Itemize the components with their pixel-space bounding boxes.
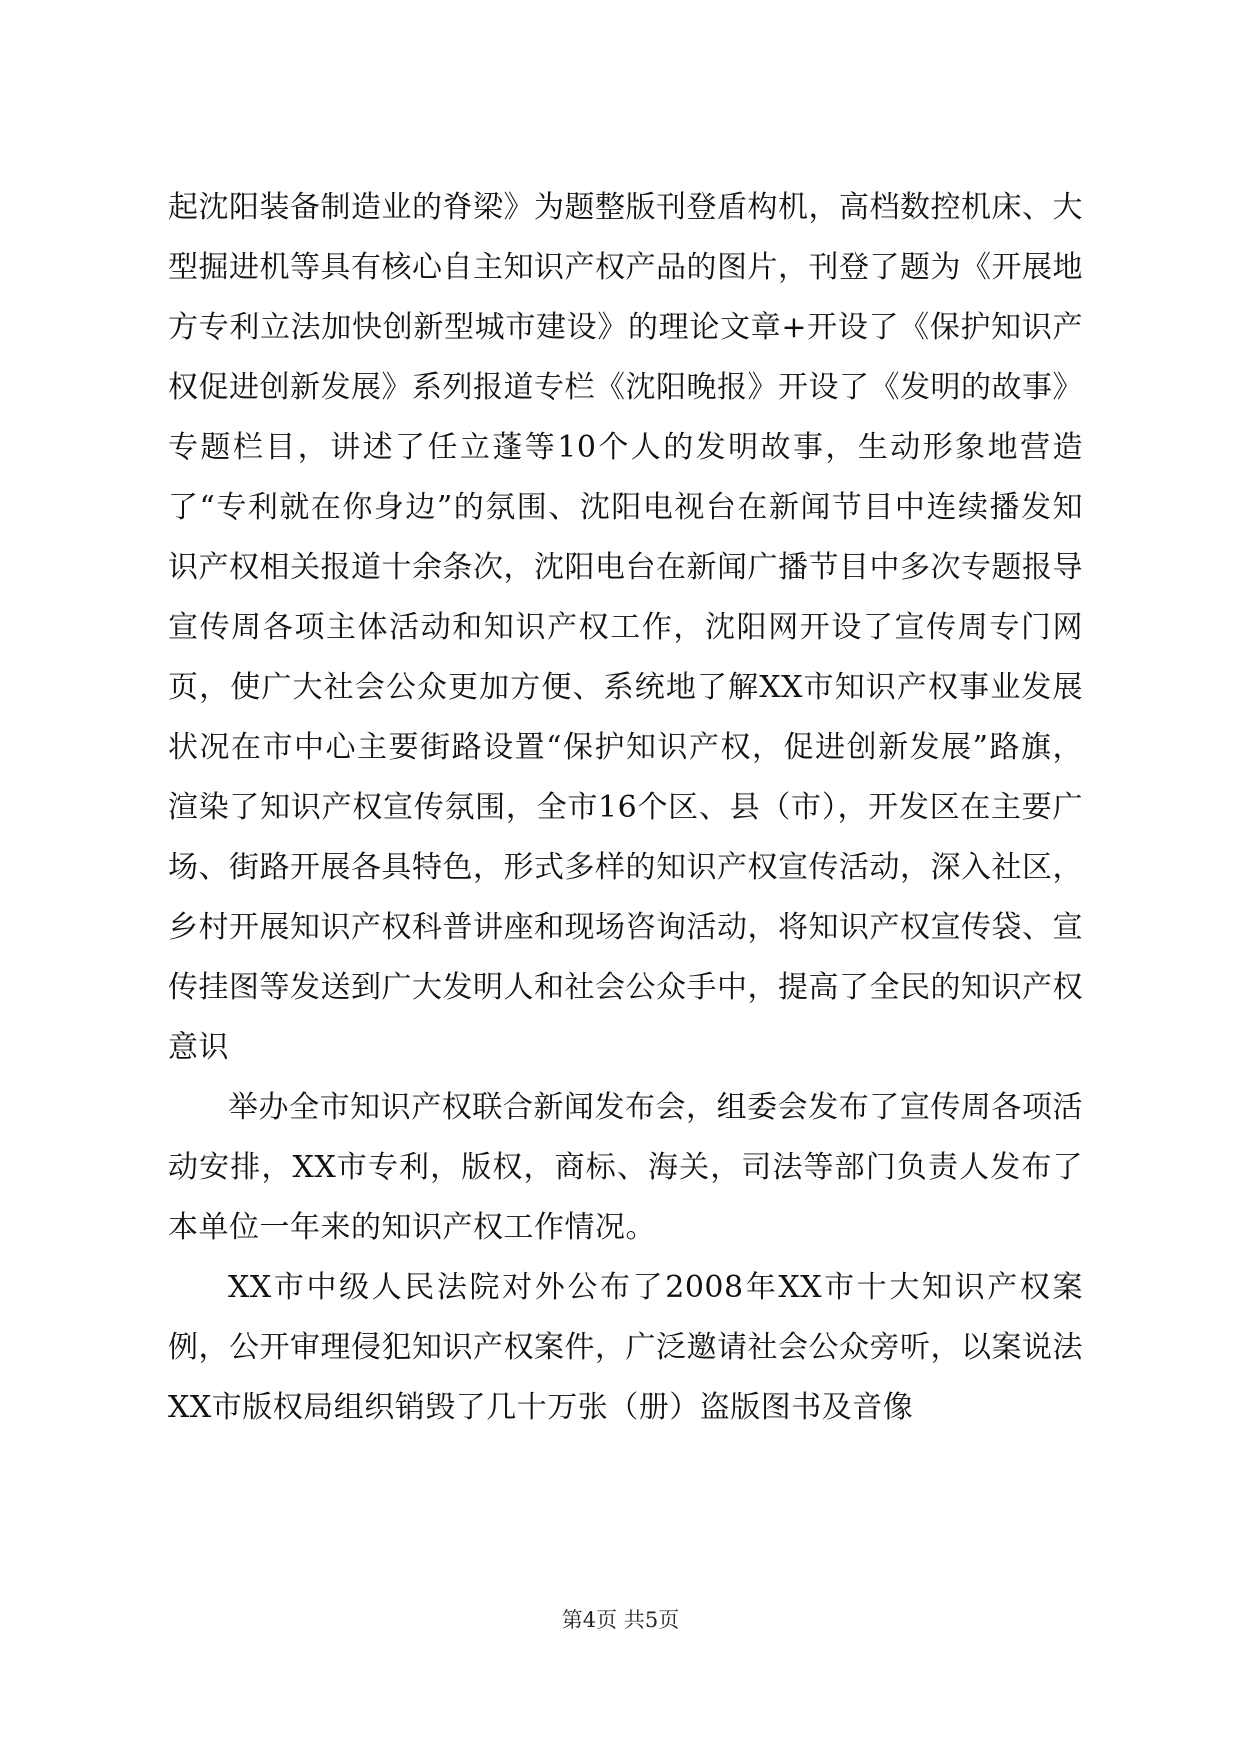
paragraph-2: 举办全市知识产权联合新闻发布会，组委会发布了宣传周各项活动安排，XX市专利，版权，商标、海关，司法等部门负责人发布了本单位一年来的知识产权工作情况。 xyxy=(168,1090,1083,1245)
document-body xyxy=(168,178,1083,1438)
paragraph-3: XX市中级人民法院对外公布了2008年XX市十大知识产权案例，公开审理侵犯知识产权案件，广泛邀请社会公众旁听，以案说法XX市版权局组织销毁了几十万张（册）盗版图书及音像 xyxy=(168,1270,1083,1425)
paragraph-1: 起沈阳装备制造业的脊梁》为题整版刊登盾构机，高档数控机床、大型掘进机等具有核心自主知识产权产品的图片，刊登了题为《开展地方专利立法加快创新型城市建设》的理论文章+开设了《保护知识产权促进创新发展》系列报道专栏《沈阳晚报》开设了《发明的故事》专题栏目，讲述了任立蓬等10个人的发明故事，生动形象地营造了“专利就在你身边”的氛围、沈阳电视台在新闻节目中连续播发知识产权相关报道十余条次，沈阳电台在新闻广播节目中多次专题报导宣传周各项主体活动和知识产权工作，沈阳网开设了宣传周专门网页，使广大社会公众更加方便、系统地了解XX市知识产权事业发展状况在市中心主要街路设置“保护知识产权，促进创新发展”路旗，渲染了知识产权宣传氛围，全市16个区、县（市），开发区在主要广场、街路开展各具特色，形式多样的知识产权宣传活动，深入社区，乡村开展知识产权科普讲座和现场咨询活动，将知识产权宣传袋、宣传挂图等发送到广大发明人和社会公众手中，提高了全民的知识产权意识 xyxy=(168,190,1083,1065)
page-number-footer: 第4页 共5页 xyxy=(561,1608,680,1632)
